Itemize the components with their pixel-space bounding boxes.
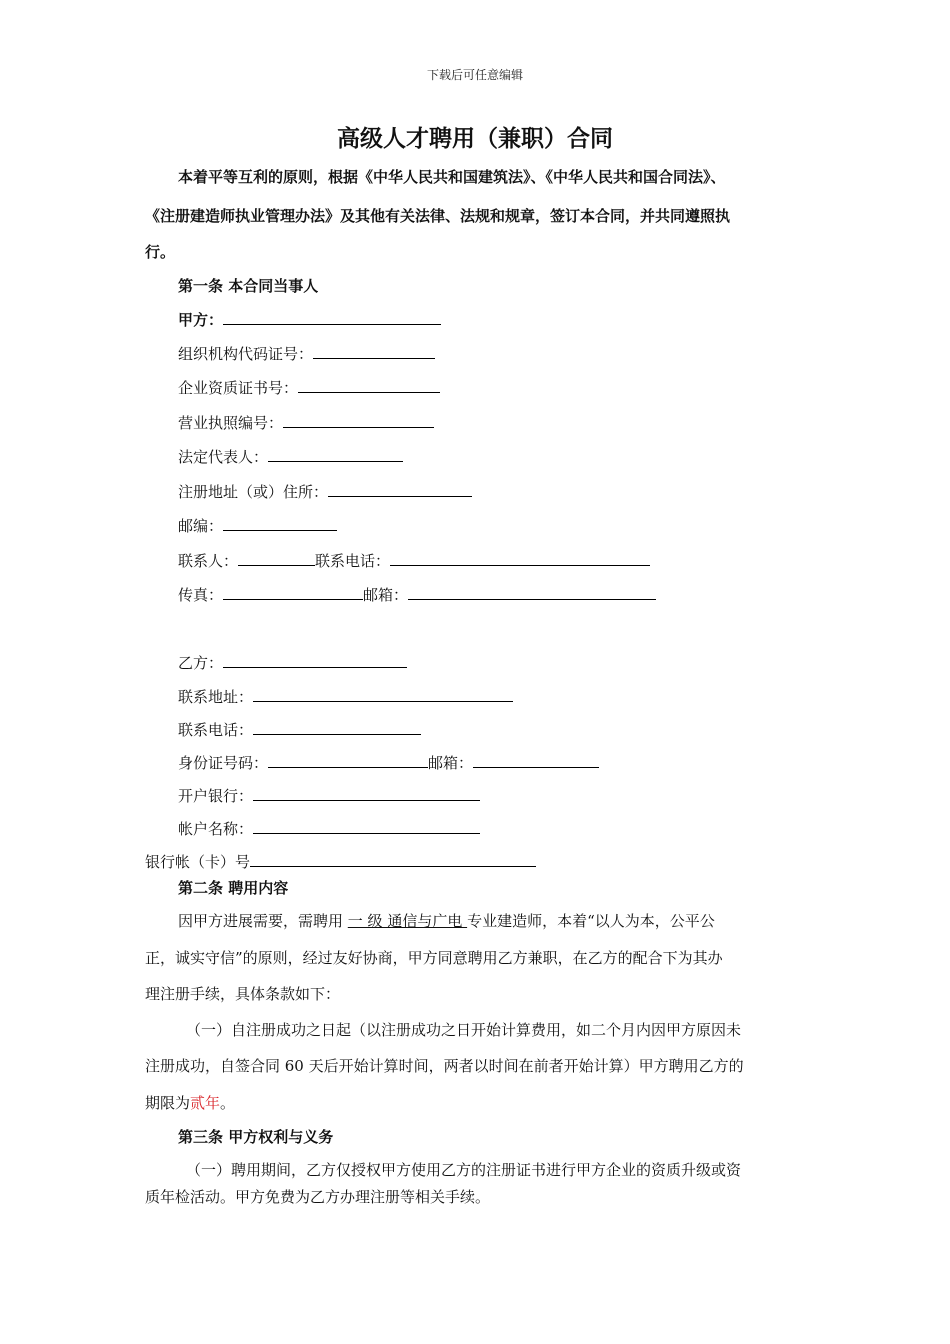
contact-row — [178, 550, 650, 571]
article-2-p1-b: 专业建造师，本着“以人为本，公平公 — [467, 912, 715, 930]
term-suffix: 。 — [220, 1094, 236, 1112]
card-no-blank[interactable] — [250, 852, 536, 867]
article-3-item-1-line-1: （一）聘用期间，乙方仅授权甲方使用乙方的注册证书进行甲方企业的资质升级或资 — [186, 1161, 742, 1179]
id-no-label: 身份证号码： — [178, 754, 269, 772]
email-a-blank[interactable] — [408, 585, 656, 600]
article-1-heading: 第一条 本合同当事人 — [178, 277, 319, 295]
postcode-blank[interactable] — [223, 516, 337, 531]
license-blank[interactable] — [283, 413, 434, 428]
fax-row — [178, 584, 656, 605]
contract-title: 高级人才聘用（兼职）合同 — [337, 125, 613, 152]
header-note: 下载后可任意编辑 — [426, 68, 523, 82]
qual-cert-label: 企业资质证书号： — [178, 379, 299, 397]
party-b-blank[interactable] — [223, 653, 407, 668]
qual-cert-blank[interactable] — [298, 378, 440, 393]
bank-label: 开户银行： — [178, 787, 254, 805]
b-email-blank[interactable] — [473, 753, 599, 768]
card-no-row — [145, 851, 536, 872]
b-phone-label: 联系电话： — [178, 721, 254, 739]
party-b-label: 乙方： — [178, 654, 224, 672]
fax-label: 传真： — [178, 586, 224, 604]
fax-blank[interactable] — [223, 585, 363, 600]
qual-cert-row — [178, 377, 440, 398]
org-code-row — [178, 343, 435, 364]
article-2-p1-line-1 — [178, 910, 715, 931]
preamble-line-1: 本着平等互利的原则，根据《中华人民共和国建筑法》、《中华人民共和国合同法》、 — [178, 168, 726, 186]
term-value: 贰年 — [190, 1094, 221, 1112]
article-2-p1-a: 因甲方进展需要，需聘用 — [178, 912, 348, 930]
b-phone-blank[interactable] — [253, 720, 421, 735]
postcode-label: 邮编： — [178, 517, 224, 535]
address-row — [178, 481, 472, 502]
license-row — [178, 412, 434, 433]
b-phone-row — [178, 719, 421, 740]
address-blank[interactable] — [328, 482, 472, 497]
party-b-row — [178, 652, 407, 673]
article-2-heading: 第二条 聘用内容 — [178, 879, 289, 897]
contact-label: 联系人： — [178, 552, 239, 570]
account-name-row — [178, 818, 480, 839]
b-address-row — [178, 686, 513, 707]
id-no-blank[interactable] — [268, 753, 428, 768]
preamble-line-2: 《注册建造师执业管理办法》及其他有关法律、法规和规章，签订本合同，并共同遵照执 — [145, 207, 731, 225]
party-a-blank[interactable] — [223, 310, 441, 325]
legal-rep-blank[interactable] — [268, 447, 403, 462]
article-2-item-1-line-2: 注册成功，自签合同 60 天后开始计算时间，两者以时间在前者开始计算）甲方聘用乙方的 — [145, 1057, 744, 1075]
account-name-label: 帐户名称： — [178, 820, 254, 838]
article-2-specialty: 一 级 通信与广电 — [347, 912, 468, 930]
org-code-blank[interactable] — [313, 344, 435, 359]
contact-phone-blank[interactable] — [390, 551, 650, 566]
contact-blank[interactable] — [238, 551, 315, 566]
contact-phone-label: 联系电话： — [315, 552, 391, 570]
article-2-item-1-line-1: （一）自注册成功之日起（以注册成功之日开始计算费用，如二个月内因甲方原因未 — [186, 1021, 742, 1039]
b-email-label: 邮箱： — [428, 754, 474, 772]
article-3-heading: 第三条 甲方权利与义务 — [178, 1128, 334, 1146]
legal-rep-label: 法定代表人： — [178, 448, 269, 466]
address-label: 注册地址（或）住所： — [178, 483, 329, 501]
article-3-item-1-line-2: 质年检活动。甲方免费为乙方办理注册等相关手续。 — [145, 1188, 491, 1206]
preamble-line-3: 行。 — [145, 243, 176, 261]
account-name-blank[interactable] — [253, 819, 480, 834]
email-a-label: 邮箱： — [363, 586, 409, 604]
party-a-row — [178, 309, 441, 330]
party-a-label: 甲方： — [178, 311, 224, 329]
article-2-p1-line-2: 正，诚实守信”的原则，经过友好协商，甲方同意聘用乙方兼职，在乙方的配合下为其办 — [145, 949, 723, 967]
org-code-label: 组织机构代码证号： — [178, 345, 314, 363]
b-address-blank[interactable] — [253, 687, 513, 702]
postcode-row — [178, 515, 337, 536]
term-prefix: 期限为 — [145, 1094, 191, 1112]
article-2-item-1-line-3 — [145, 1092, 235, 1113]
card-no-label: 银行帐（卡）号 — [145, 853, 251, 871]
b-address-label: 联系地址： — [178, 688, 254, 706]
bank-blank[interactable] — [253, 786, 480, 801]
article-2-p1-line-3: 理注册手续，具体条款如下： — [145, 985, 341, 1003]
legal-rep-row — [178, 446, 403, 467]
id-no-row — [178, 752, 599, 773]
bank-row — [178, 785, 480, 806]
license-label: 营业执照编号： — [178, 414, 284, 432]
